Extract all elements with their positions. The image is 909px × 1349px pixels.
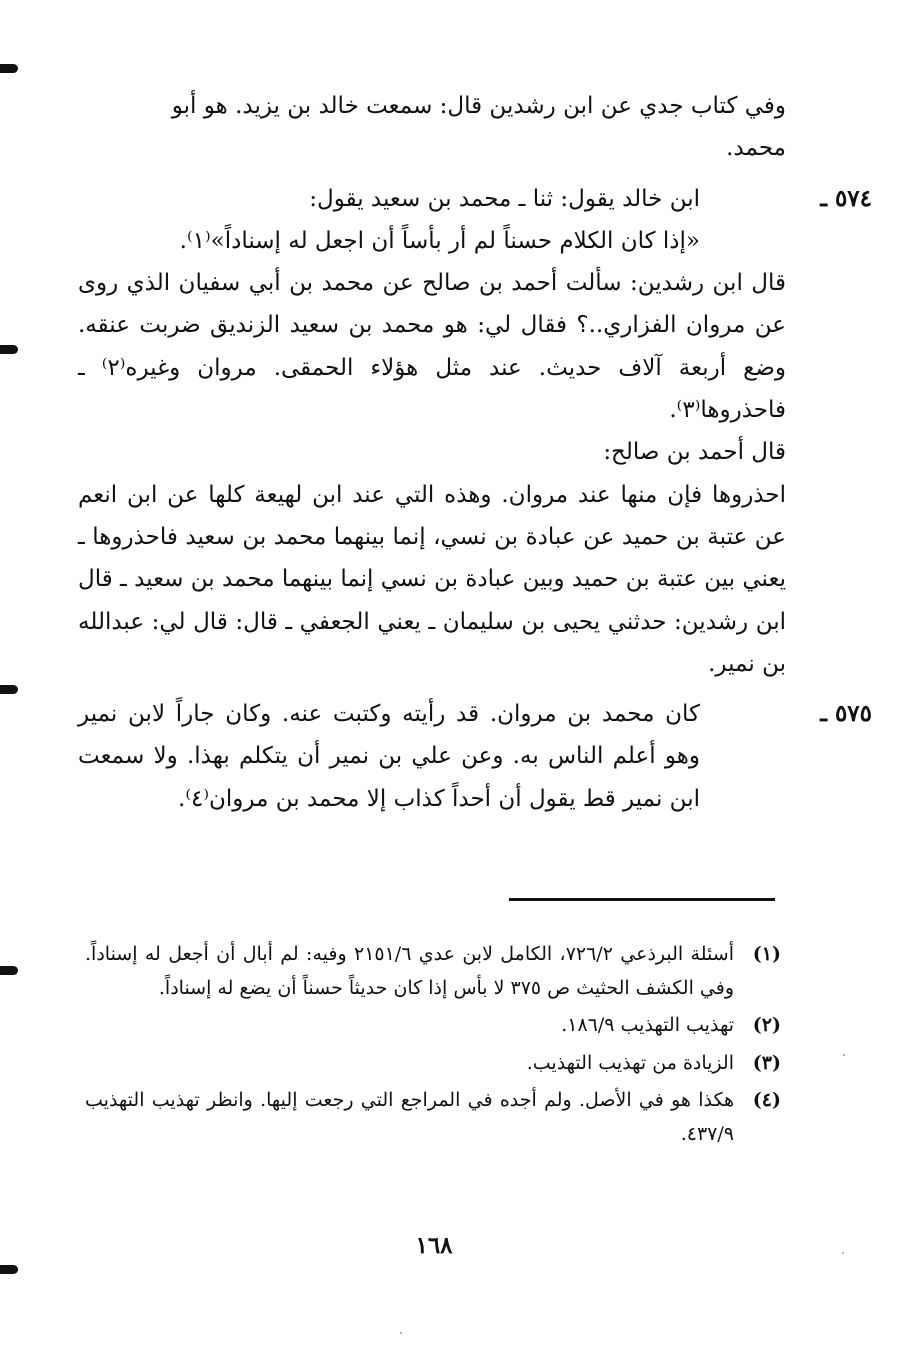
footnote-divider: [509, 898, 775, 901]
page-number: ١٦٨: [415, 1232, 453, 1259]
footnote-text: الزيادة من تهذيب التهذيب.: [526, 1051, 734, 1074]
entry-line: ابن خالد يقول: ثنا ـ محمد بن سعيد يقول:: [309, 185, 700, 212]
footnote: [85, 1084, 781, 1151]
entry-number: ٥٧٥ ـ: [820, 700, 872, 728]
entry-574: [78, 178, 872, 686]
footnote: [85, 938, 781, 1005]
scan-edge-mark: [0, 1265, 18, 1274]
scan-edge-mark: [0, 64, 18, 73]
scan-edge-mark: [0, 966, 18, 975]
paragraph: قال ابن رشدين: سألت أحمد بن صالح عن محمد بن أبي سفيان الذي روى عن مروان الفزاري..؟ فقال لي: هو محمد بن سعيد الزنديق ضربت عنقه. وضع أربعة آلاف حديث. عند مثل هؤلاء الحمقى. مروان وغيره⁽٢⁾ ـ فاحذروها⁽٣⁾.: [78, 270, 786, 424]
scan-edge-mark: [0, 685, 18, 694]
footnote-text: تهذيب التهذيب ١٨٦/٩.: [561, 1014, 734, 1036]
quote-line: «إذا كان الكلام حسناً لم أر بأساً أن اجعل له إسناداً»⁽١⁾.: [179, 227, 700, 254]
footnote: [85, 1009, 781, 1043]
intro-line: محمد.: [726, 135, 786, 162]
scan-edge-mark: [0, 345, 18, 354]
entry-number: ٥٧٤ ـ: [820, 184, 872, 212]
scan-speck: [842, 1252, 844, 1254]
footnote-text: أسئلة البرذعي ٧٢٦/٢، الكامل لابن عدي ٢١٥١/٦ وفيه: لم أبال أن أجعل له إسناداً. وفي الكشف الحثيث ص ٣٧٥ لا بأس إذا كان حديثاً حسناً أن يضع له إسناداً.: [85, 943, 734, 999]
main-text: [78, 85, 872, 820]
footnote: [85, 1047, 781, 1081]
footnote-number: (٤): [752, 1089, 781, 1111]
footnote-number: (٢): [752, 1014, 781, 1036]
footnote-text: هكذا هو في الأصل. ولم أجده في المراجع التي رجعت إليها. وانظر تهذيب التهذيب ٤٣٧/٩.: [85, 1089, 734, 1145]
intro-line: وفي كتاب جدي عن ابن رشدين قال: سمعت خالد بن يزيد. هو أبو: [171, 93, 786, 119]
paragraph: قال أحمد بن صالح:: [603, 439, 786, 466]
paragraph: احذروها فإن منها عند مروان. وهذه التي عند ابن لهيعة كلها عن ابن انعم عن عتبة بن حميد عن عبادة بن نسي، إنما بينهما محمد بن سعيد فاحذروها ـ يعني بين عتبة بن حميد وبين عبادة بن نسي إنما بينهما محمد بن سعيد ـ قال ابن رشدين: حدثني يحيى بن سليمان ـ يعني الجعفي ـ قال: قال لي: عبدالله بن نمير.: [78, 481, 786, 677]
footnote-number: (١): [752, 943, 781, 965]
entry-575: [78, 693, 872, 820]
scan-speck: [843, 1054, 845, 1056]
footnote-number: (٣): [752, 1051, 781, 1074]
paragraph: كان محمد بن مروان. قد رأيته وكتبت عنه. وكان جاراً لابن نمير وهو أعلم الناس به. وعن علي بن نمير أن يتكلم بهذا. ولا سمعت ابن نمير قط يقول أن أحداً كذاب إلا محمد بن مروان⁽٤⁾.: [78, 701, 700, 812]
footnotes: [85, 938, 781, 1155]
scan-speck: [400, 1332, 402, 1334]
